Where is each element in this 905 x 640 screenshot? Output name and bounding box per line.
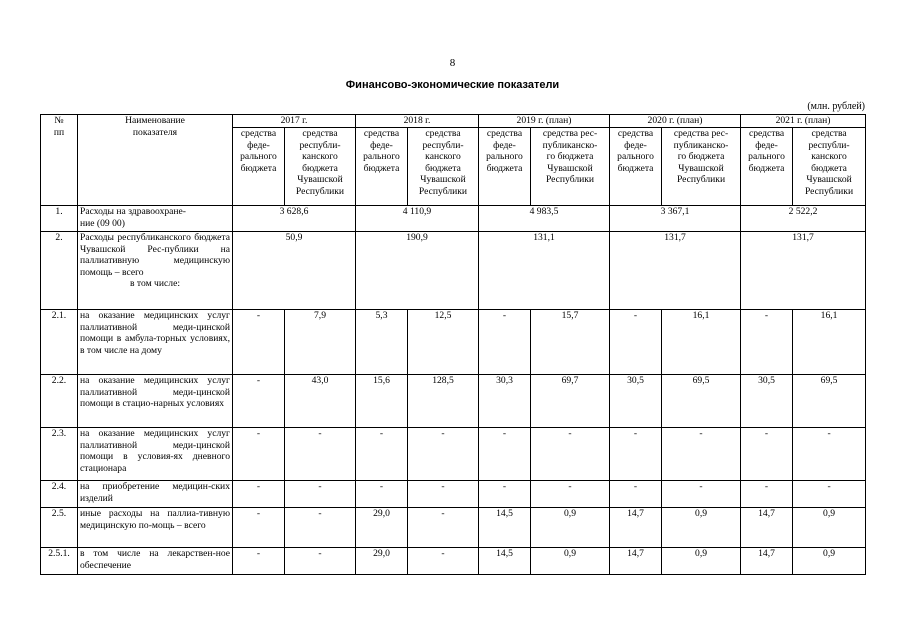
row-value: - (356, 428, 408, 481)
row-value: - (233, 481, 285, 508)
row-value: 14,5 (479, 548, 531, 575)
row-value: 30,3 (479, 375, 531, 428)
table-row (41, 206, 866, 232)
row-value: 190,9 (356, 232, 479, 310)
row-value: 14,7 (610, 548, 662, 575)
table-row (41, 232, 866, 310)
row-value: 16,1 (662, 310, 741, 375)
row-value: - (479, 310, 531, 375)
row-value: 14,7 (610, 508, 662, 548)
row-number: 2.5. (41, 508, 78, 548)
row-value: - (531, 428, 610, 481)
row-value: - (479, 481, 531, 508)
header-row-years (41, 115, 866, 128)
row-value: 69,5 (793, 375, 866, 428)
header-year-2018: 2018 г. (356, 115, 479, 128)
row-value: - (610, 428, 662, 481)
row-value: 69,7 (531, 375, 610, 428)
row-value: 0,9 (793, 508, 866, 548)
row-number: 2. (41, 232, 78, 310)
header-sub-republic: средства республи- канского бюджета Чувашской Республики (285, 128, 356, 206)
row-name: Расходы на здравоохране- ние (09 00) (78, 206, 233, 232)
row-value: - (233, 375, 285, 428)
row-value: 69,5 (662, 375, 741, 428)
row-value: 131,1 (479, 232, 610, 310)
row-value: - (610, 310, 662, 375)
row-value: 4 110,9 (356, 206, 479, 232)
row-value: 131,7 (610, 232, 741, 310)
row-value: - (408, 508, 479, 548)
header-sub-federal: средства феде- рального бюджета (479, 128, 531, 206)
row-value: - (233, 310, 285, 375)
row-value: 14,5 (479, 508, 531, 548)
row-value: 14,7 (741, 508, 793, 548)
row-number: 2.1. (41, 310, 78, 375)
row-value: 0,9 (531, 548, 610, 575)
header-sub-republic: средства рес- публиканско- го бюджета Чувашской Республики (662, 128, 741, 206)
row-value: 15,7 (531, 310, 610, 375)
row-value: - (408, 428, 479, 481)
header-sub-federal: средства феде- рального бюджета (356, 128, 408, 206)
row-value: - (233, 548, 285, 575)
row-name: Расходы республиканского бюджета Чувашской Рес-публики на паллиативную медицинскую помощь – всего (80, 232, 230, 278)
header-year-2021: 2021 г. (план) (741, 115, 866, 128)
row-value: 0,9 (531, 508, 610, 548)
header-year-2019: 2019 г. (план) (479, 115, 610, 128)
header-sub-republic: средства республи- канского бюджета Чувашской Республики (408, 128, 479, 206)
row-value: 5,3 (356, 310, 408, 375)
row-value: 4 983,5 (479, 206, 610, 232)
row-value: 3 628,6 (233, 206, 356, 232)
row-value: - (662, 481, 741, 508)
row-number: 2.2. (41, 375, 78, 428)
row-name: на приобретение медицин-ских изделий (78, 481, 233, 508)
header-year-2020: 2020 г. (план) (610, 115, 741, 128)
row-value: - (610, 481, 662, 508)
table-row (41, 481, 866, 508)
row-name: в том числе на лекарствен-ное обеспечение (78, 548, 233, 575)
row-value: - (356, 481, 408, 508)
row-value: 14,7 (741, 548, 793, 575)
row-value: 15,6 (356, 375, 408, 428)
row-value: - (285, 481, 356, 508)
row-value: - (285, 548, 356, 575)
row-value: - (285, 508, 356, 548)
row-value: 2 522,2 (741, 206, 866, 232)
row-value: - (408, 481, 479, 508)
row-number: 2.3. (41, 428, 78, 481)
table-row (41, 548, 866, 575)
page-number: 8 (449, 57, 456, 69)
header-sub-republic: средства республи- канского бюджета Чувашской Республики (793, 128, 866, 206)
units-label: (млн. рублей) (807, 101, 865, 112)
row-value: 131,7 (741, 232, 866, 310)
row-value: - (793, 428, 866, 481)
row-value: 50,9 (233, 232, 356, 310)
row-value: 29,0 (356, 508, 408, 548)
table-row (41, 310, 866, 375)
row-value: - (741, 481, 793, 508)
table-row (41, 428, 866, 481)
table-row (41, 508, 866, 548)
row-value: 0,9 (793, 548, 866, 575)
row-value: - (479, 428, 531, 481)
row-value: - (408, 548, 479, 575)
header-sub-federal: средства феде- рального бюджета (233, 128, 285, 206)
table-row (41, 375, 866, 428)
row-number: 2.4. (41, 481, 78, 508)
row-name: иные расходы на паллиа-тивную медицинскую по-мощь – всего (78, 508, 233, 548)
row-value: - (741, 428, 793, 481)
row-value: - (741, 310, 793, 375)
header-sub-republic: средства рес- публиканско- го бюджета Чувашской Республики (531, 128, 610, 206)
row-number: 1. (41, 206, 78, 232)
row-value: - (233, 508, 285, 548)
row-value: 16,1 (793, 310, 866, 375)
row-value: 3 367,1 (610, 206, 741, 232)
row-name: на оказание медицинских услуг паллиативной меди-цинской помощи в условия-ях дневного стационара (78, 428, 233, 481)
row-value: 7,9 (285, 310, 356, 375)
row-value: 43,0 (285, 375, 356, 428)
row-value: 12,5 (408, 310, 479, 375)
row-value: 30,5 (741, 375, 793, 428)
header-name: Наименование показателя (78, 115, 233, 206)
row-value: - (285, 428, 356, 481)
row-number: 2.5.1. (41, 548, 78, 575)
page-title: Финансово-экономические показатели (345, 79, 560, 91)
row-name: на оказание медицинских услуг паллиативной меди-цинской помощи в амбула-торных условиях, в том числе на дому (78, 310, 233, 375)
row-value: 0,9 (662, 548, 741, 575)
row-name-cell (78, 232, 233, 310)
header-no: № пп (41, 115, 78, 206)
row-value: 30,5 (610, 375, 662, 428)
row-value: - (662, 428, 741, 481)
row-value: - (793, 481, 866, 508)
row-name: на оказание медицинских услуг паллиативной меди-цинской помощи в стацио-нарных условиях (78, 375, 233, 428)
row-value: 29,0 (356, 548, 408, 575)
row-note: в том числе: (129, 278, 180, 290)
header-sub-federal: средства феде- рального бюджета (741, 128, 793, 206)
financial-table (40, 114, 866, 575)
row-value: 0,9 (662, 508, 741, 548)
header-sub-federal: средства феде- рального бюджета (610, 128, 662, 206)
row-value: - (233, 428, 285, 481)
row-value: 128,5 (408, 375, 479, 428)
row-value: - (531, 481, 610, 508)
header-year-2017: 2017 г. (233, 115, 356, 128)
